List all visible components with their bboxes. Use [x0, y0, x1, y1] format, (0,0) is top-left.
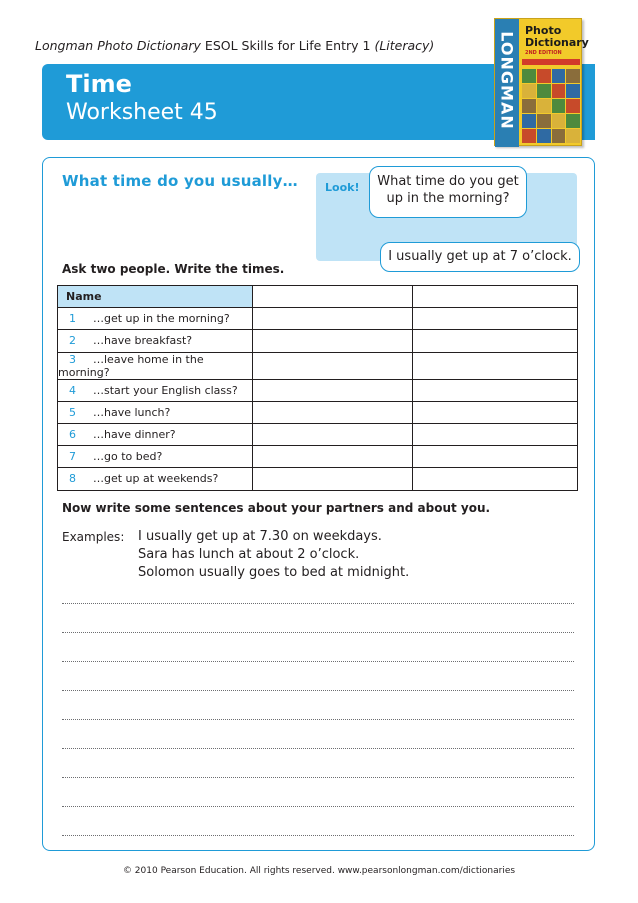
name-input-cell-person1[interactable]	[252, 286, 413, 308]
answer-cell[interactable]	[252, 423, 413, 445]
question-number: 2	[69, 334, 76, 348]
example-sentence: I usually get up at 7.30 on weekdays.	[138, 529, 382, 544]
book-spine-text: LONGMAN	[497, 31, 517, 130]
question-number: 4	[69, 383, 76, 397]
question-text: …start your English class?	[93, 383, 238, 397]
question-number: 5	[69, 405, 76, 419]
answer-cell[interactable]	[413, 352, 578, 379]
answer-cell[interactable]	[413, 330, 578, 352]
name-input-cell-person2[interactable]	[413, 286, 578, 308]
writing-line[interactable]	[62, 603, 574, 604]
writing-instruction: Now write some sentences about your partners and about you.	[62, 501, 491, 515]
question-text: …go to bed?	[93, 450, 163, 464]
page-title: Time	[66, 70, 132, 98]
question-number: 6	[69, 428, 76, 442]
table-header-row	[58, 286, 578, 308]
question-text: …have dinner?	[93, 428, 176, 442]
name-header-cell: Name	[58, 286, 253, 308]
writing-line[interactable]	[62, 690, 574, 691]
worksheet-number: Worksheet 45	[66, 100, 218, 125]
header-series: ESOL Skills for Life Entry 1	[200, 38, 375, 53]
table-row	[58, 330, 578, 352]
table-row	[58, 446, 578, 468]
examples-label: Examples:	[62, 530, 125, 544]
answer-cell[interactable]	[252, 401, 413, 423]
table-row	[58, 308, 578, 330]
answer-cell[interactable]	[413, 446, 578, 468]
question-number: 7	[69, 450, 76, 464]
writing-line[interactable]	[62, 632, 574, 633]
question-text: …leave home in the morning?	[58, 352, 204, 379]
book-title-line1: Photo	[525, 24, 562, 37]
speech-bubble-question: What time do you get up in the morning?	[369, 166, 527, 218]
question-text: …get up at weekends?	[93, 472, 219, 486]
writing-line[interactable]	[62, 835, 574, 836]
answer-cell[interactable]	[413, 379, 578, 401]
speech-bubble-answer: I usually get up at 7 o’clock.	[380, 242, 580, 272]
answer-table	[57, 285, 578, 491]
answer-cell[interactable]	[413, 308, 578, 330]
question-text: …have lunch?	[93, 405, 171, 419]
question-text: …get up in the morning?	[93, 312, 230, 326]
book-photo-grid	[522, 69, 580, 143]
book-edition: 2ND EDITION	[525, 50, 562, 56]
book-title-line2: Dictionary	[525, 36, 589, 49]
look-label: Look!	[325, 181, 360, 194]
book-cover-image	[494, 18, 589, 146]
book-strip	[522, 59, 580, 65]
answer-cell[interactable]	[252, 352, 413, 379]
table-row	[58, 423, 578, 445]
writing-line[interactable]	[62, 719, 574, 720]
question-number: 3	[69, 352, 76, 366]
header-book-title: Longman Photo Dictionary	[35, 38, 201, 53]
answer-cell[interactable]	[252, 468, 413, 490]
example-sentence: Solomon usually goes to bed at midnight.	[138, 565, 410, 580]
publication-header	[35, 38, 434, 53]
writing-line[interactable]	[62, 777, 574, 778]
answer-cell[interactable]	[252, 379, 413, 401]
table-row	[58, 401, 578, 423]
answer-cell[interactable]	[252, 446, 413, 468]
question-text: …have breakfast?	[93, 334, 193, 348]
answer-cell[interactable]	[252, 308, 413, 330]
table-row	[58, 468, 578, 490]
answer-cell[interactable]	[252, 330, 413, 352]
answer-cell[interactable]	[413, 423, 578, 445]
answer-cell[interactable]	[413, 401, 578, 423]
question-number: 8	[69, 472, 76, 486]
header-level: (Literacy)	[374, 38, 435, 53]
table-instruction: Ask two people. Write the times.	[62, 262, 285, 276]
copyright-footer: © 2010 Pearson Education. All rights reserved. www.pearsonlongman.com/dictionaries	[122, 866, 516, 876]
answer-cell[interactable]	[413, 468, 578, 490]
question-number: 1	[69, 312, 76, 326]
writing-line[interactable]	[62, 748, 574, 749]
table-row	[58, 352, 578, 379]
table-row	[58, 379, 578, 401]
activity-heading: What time do you usually…	[62, 172, 298, 190]
writing-line[interactable]	[62, 806, 574, 807]
example-sentence: Sara has lunch at about 2 o’clock.	[138, 547, 360, 562]
writing-line[interactable]	[62, 661, 574, 662]
